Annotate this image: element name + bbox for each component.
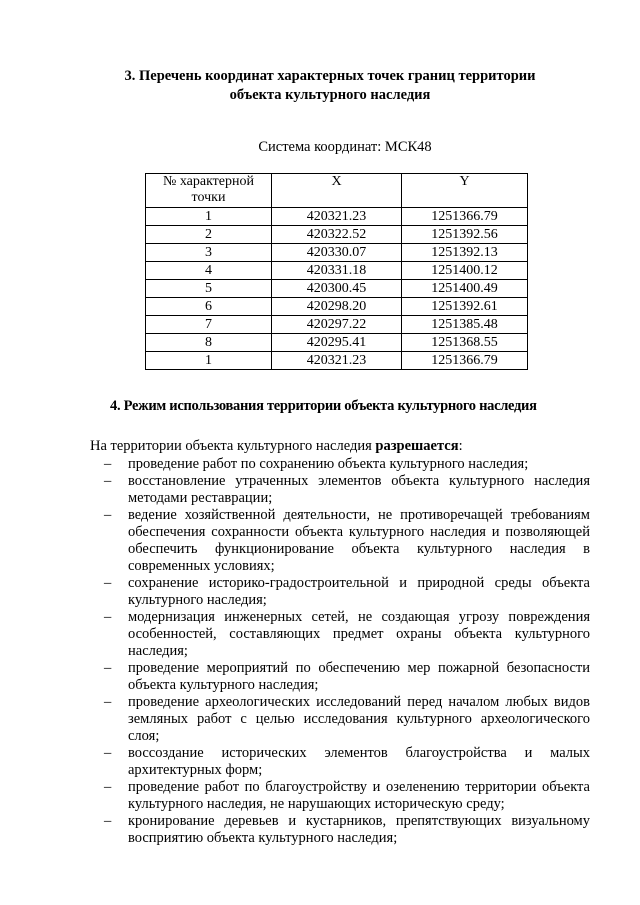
point-number-cell: 3 <box>146 244 272 262</box>
list-item-text: проведение работ по сохранению объекта культурного наследия; <box>128 456 529 472</box>
x-coordinate-cell: 420295.41 <box>272 334 402 352</box>
list-item <box>90 745 590 779</box>
list-item-text: проведение мероприятий по обеспечению мер пожарной безопасности объекта культурного наследия; <box>128 660 590 693</box>
column-header-y: Y <box>402 174 528 208</box>
permission-intro <box>90 438 463 455</box>
column-header-point-number: № характерной точки <box>146 174 272 208</box>
list-item <box>90 779 590 813</box>
table-row <box>146 352 528 370</box>
list-item-text: модернизация инженерных сетей, не создающая угрозу повреждения особенностей, составляющих предмет охраны объекта культурного наследия; <box>128 609 590 659</box>
x-coordinate-cell: 420321.23 <box>272 208 402 226</box>
section-3-heading-line-1: 3. Перечень координат характерных точек границ территории <box>124 68 536 84</box>
list-item <box>90 694 590 745</box>
coordinates-table <box>145 173 528 370</box>
x-coordinate-cell: 420321.23 <box>272 352 402 370</box>
list-item-text: проведение работ по благоустройству и озеленению территории объекта культурного наследия, не нарушающих историческую среду; <box>128 779 590 812</box>
coordinate-system-label: Система координат: МСК48 <box>258 139 432 155</box>
list-item-text: воссоздание исторических элементов благоустройства и малых архитектурных форм; <box>128 745 590 778</box>
list-dash-marker: – <box>104 779 112 795</box>
x-coordinate-cell: 420300.45 <box>272 280 402 298</box>
table-row <box>146 334 528 352</box>
y-coordinate-cell: 1251366.79 <box>402 352 528 370</box>
list-item <box>90 456 590 473</box>
y-coordinate-cell: 1251392.56 <box>402 226 528 244</box>
list-item-text: кронирование деревьев и кустарников, препятствующих визуальному восприятию объекта культурного наследия; <box>128 813 590 846</box>
x-coordinate-cell: 420297.22 <box>272 316 402 334</box>
list-item-text: проведение археологических исследований перед началом любых видов земляных работ с целью исследования культурного археологического слоя; <box>128 694 590 744</box>
table-row <box>146 280 528 298</box>
x-coordinate-cell: 420322.52 <box>272 226 402 244</box>
point-number-cell: 7 <box>146 316 272 334</box>
list-item <box>90 507 590 575</box>
x-coordinate-cell: 420298.20 <box>272 298 402 316</box>
point-number-cell: 1 <box>146 208 272 226</box>
table-row <box>146 298 528 316</box>
permitted-activities-list <box>90 456 590 847</box>
section-3-heading <box>100 67 560 105</box>
list-item <box>90 575 590 609</box>
x-coordinate-cell: 420330.07 <box>272 244 402 262</box>
permission-intro-bold: разрешается <box>375 438 459 454</box>
list-dash-marker: – <box>104 456 112 472</box>
table-row <box>146 316 528 334</box>
list-dash-marker: – <box>104 473 112 489</box>
y-coordinate-cell: 1251400.49 <box>402 280 528 298</box>
list-dash-marker: – <box>104 694 112 710</box>
y-coordinate-cell: 1251368.55 <box>402 334 528 352</box>
y-coordinate-cell: 1251366.79 <box>402 208 528 226</box>
point-number-cell: 5 <box>146 280 272 298</box>
table-row <box>146 226 528 244</box>
list-dash-marker: – <box>104 660 112 676</box>
list-item <box>90 813 590 847</box>
y-coordinate-cell: 1251400.12 <box>402 262 528 280</box>
section-4-heading: 4. Режим использования территории объекта культурного наследия <box>110 398 537 414</box>
permission-intro-suffix: : <box>458 438 463 454</box>
list-item-text: сохранение историко-градостроительной и природной среды объекта культурного наследия; <box>128 575 590 608</box>
point-number-cell: 4 <box>146 262 272 280</box>
list-dash-marker: – <box>104 575 112 591</box>
point-number-cell: 1 <box>146 352 272 370</box>
list-item <box>90 660 590 694</box>
list-dash-marker: – <box>104 813 112 829</box>
list-item <box>90 473 590 507</box>
table-header-row <box>146 174 528 208</box>
y-coordinate-cell: 1251392.61 <box>402 298 528 316</box>
point-number-cell: 6 <box>146 298 272 316</box>
table-row <box>146 262 528 280</box>
table-row <box>146 244 528 262</box>
table-row <box>146 208 528 226</box>
list-dash-marker: – <box>104 609 112 625</box>
list-dash-marker: – <box>104 507 112 523</box>
column-header-x: X <box>272 174 402 208</box>
y-coordinate-cell: 1251385.48 <box>402 316 528 334</box>
list-item-text: ведение хозяйственной деятельности, не противоречащей требованиям обеспечения сохранности объекта культурного наследия и позволяющей обеспечить функционирование объекта культурного наследия в современных условиях; <box>128 507 590 574</box>
list-dash-marker: – <box>104 745 112 761</box>
list-item-text: восстановление утраченных элементов объекта культурного наследия методами реставрации; <box>128 473 590 506</box>
list-item <box>90 609 590 660</box>
y-coordinate-cell: 1251392.13 <box>402 244 528 262</box>
permission-intro-text: На территории объекта культурного наследия <box>90 438 376 454</box>
section-3-heading-line-2: объекта культурного наследия <box>229 87 431 103</box>
point-number-cell: 8 <box>146 334 272 352</box>
x-coordinate-cell: 420331.18 <box>272 262 402 280</box>
point-number-cell: 2 <box>146 226 272 244</box>
